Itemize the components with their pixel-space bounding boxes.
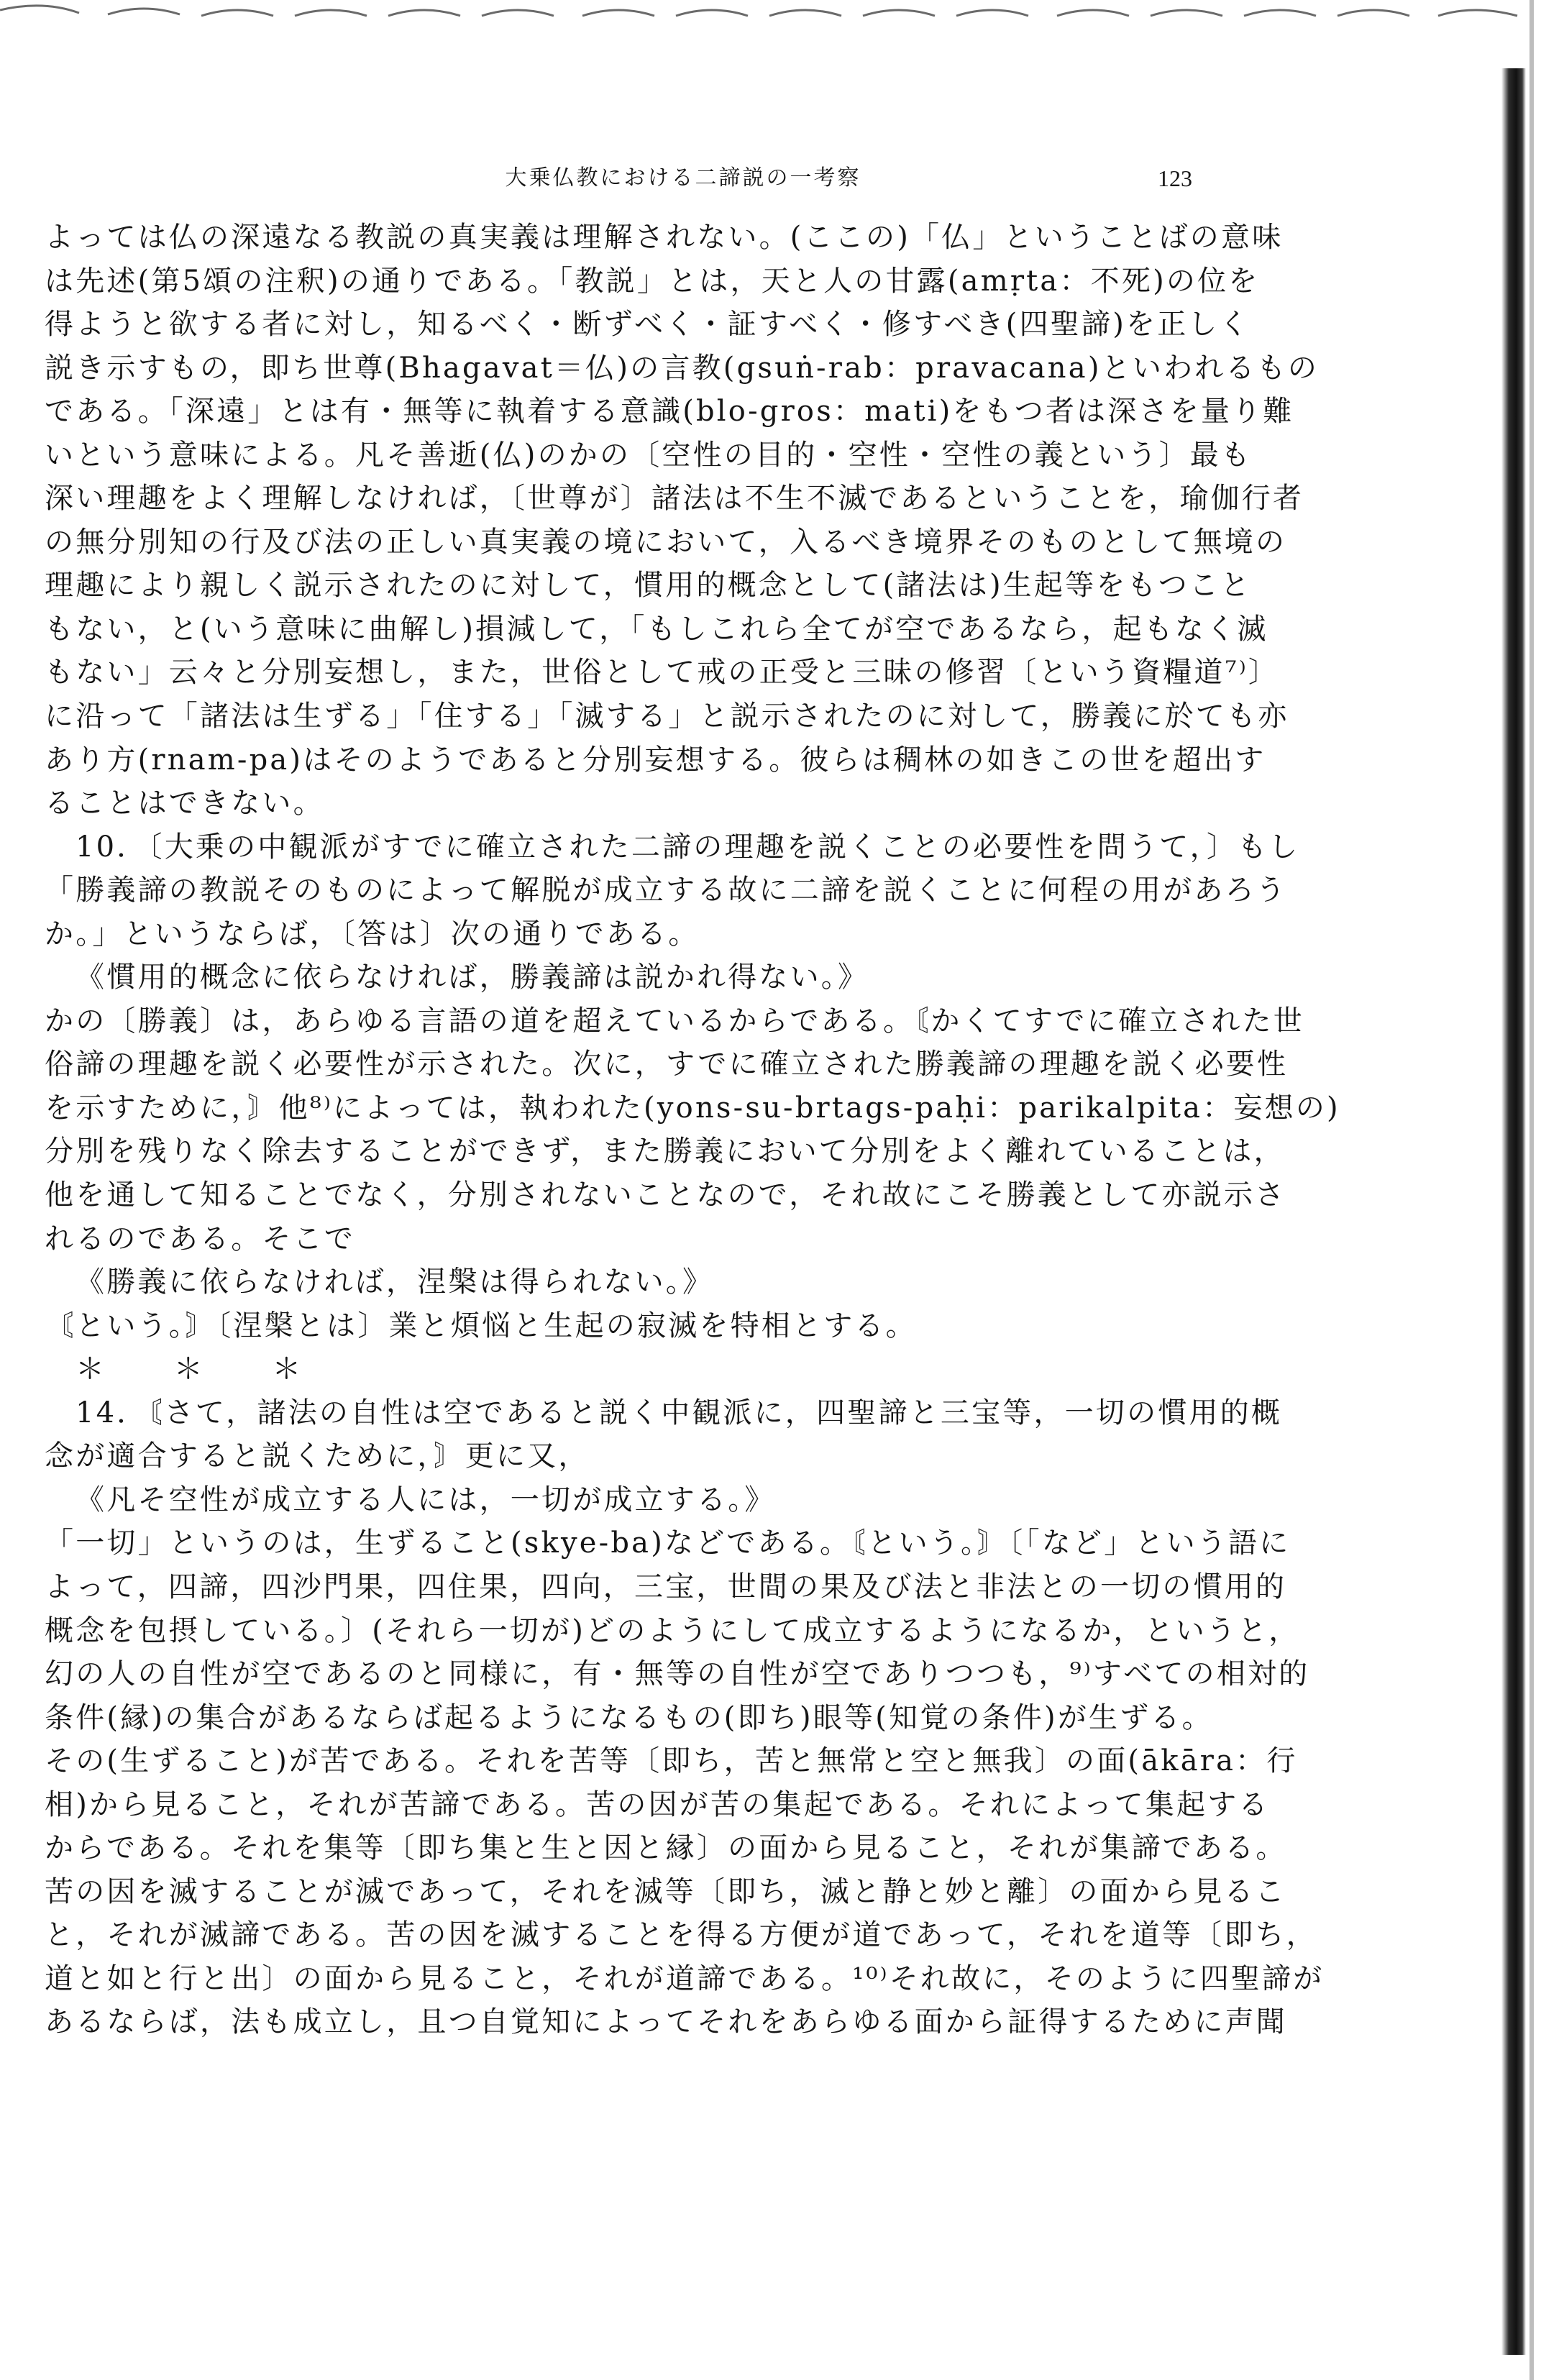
text-line: 道と如と行と出〕の面から見ること，それが道諦である。¹⁰⁾それ故に，そのように四聖諦が [45, 1962, 1325, 1995]
text-line: あるならば，法も成立し，且つ自覚知によってそれをあらゆる面から証得するために声聞 [45, 2005, 1287, 2039]
text-line: を示すために，〙他⁸⁾によっては，執われた(yons-su-brtags-paḥi：parikalpita：妄想の) [45, 1091, 1340, 1125]
text-line: 幻の人の自性が空であるのと同様に，有・無等の自性が空でありつつも，⁹⁾すべての相対的 [45, 1657, 1310, 1691]
text-line: に沿って「諸法は生ずる」「住する」「滅する」と説示されたのに対して，勝義に於ても亦 [45, 700, 1289, 733]
text-line: よって，四諦，四沙門果，四住果，四向，三宝，世間の果及び法と非法との一切の慣用的 [45, 1570, 1287, 1603]
text-line: かの〔勝義〕は，あらゆる言語の道を超えているからである。〘かくてすでに確立された世 [45, 1004, 1304, 1038]
text-line: 相)から見ること，それが苦諦である。苦の因が苦の集起である。それによって集起する [45, 1788, 1270, 1821]
text-line: 「一切」というのは，生ずること(skye-ba)などである。〘という。〙〔「など」という語に [45, 1527, 1291, 1560]
section-separator: ＊ ＊ ＊ [76, 1353, 331, 1386]
verse-line: 《勝義に依らなければ，涅槃は得られない。》 [76, 1265, 714, 1299]
text-line: 「勝義諦の教説そのものによって解脱が成立する故に二諦を説くことに何程の用があろう [45, 874, 1287, 907]
running-title: 大乗仏教における二諦説の一考察 [505, 165, 861, 191]
text-line: 概念を包摂している。〕(それら一切が)どのようにして成立するようになるか，というと， [45, 1614, 1300, 1647]
page-number: 123 [1158, 165, 1192, 191]
text-line: 苦の因を滅することが滅であって，それを滅等〔即ち，滅と静と妙と離〕の面から見るこ [45, 1875, 1286, 1908]
text-line: である。「深遠」とは有・無等に執着する意識(blo-gros：mati)をもつ者は深さを量り難 [45, 395, 1294, 429]
text-line: 条件(縁)の集合があるならば起るようになるもの(即ち)眼等(知覚の条件)が生ずる。 [45, 1701, 1213, 1734]
text-line: からである。それを集等〔即ち集と生と因と縁〕の面から見ること，それが集諦である。 [45, 1831, 1287, 1865]
text-line: あり方(rnam-pa)はそのようであると分別妄想する。彼らは稠林の如きこの世を超出す [45, 743, 1266, 777]
scan-binding-shadow [1501, 68, 1526, 2355]
text-line: 理趣により親しく説示されたのに対して，慣用的概念として(諸法は)生起等をもつこと [45, 569, 1252, 603]
text-line: 念が適合すると説くために，〙更に又， [45, 1440, 590, 1473]
running-head [0, 160, 1541, 196]
body-text [45, 216, 1340, 2044]
text-line: と，それが滅諦である。苦の因を滅することを得る方便が道であって，それを道等〔即ち， [45, 1918, 1317, 1952]
text-line: もない」云々と分別妄想し，また，世俗として戒の正受と三昧の修習〔という資糧道⁷⁾〕 [45, 656, 1280, 690]
text-line: か。」というならば，〔答は〕次の通りである。 [45, 917, 700, 951]
text-line: 俗諦の理趣を説く必要性が示された。次に，すでに確立された勝義諦の理趣を説く必要性 [45, 1048, 1289, 1081]
scan-page-edge [1529, 0, 1534, 2380]
text-line: の無分別知の行及び法の正しい真実義の境において，入るべき境界そのものとして無境の [45, 525, 1287, 559]
text-line: いという意味による。凡そ善逝(仏)のかの〔空性の目的・空性・空性の義という〕最も [45, 438, 1253, 472]
text-line: 得ようと欲する者に対し，知るべく・断ずべく・証すべく・修すべき(四聖諦)を正しく [45, 308, 1250, 342]
text-line: は先述(第5頌の注釈)の通りである。「教説」とは，天と人の甘露(amṛta：不死)の位を [45, 264, 1260, 298]
text-line: 分別を残りなく除去することができず，また勝義において分別をよく離れていることは， [45, 1135, 1285, 1168]
text-line: よっては仏の深遠なる教説の真実義は理解されない。(ここの)「仏」ということばの意味 [45, 221, 1284, 254]
verse-line: 《慣用的概念に依らなければ，勝義諦は説かれ得ない。》 [76, 961, 869, 994]
text-line: れるのである。そこで [45, 1222, 355, 1255]
text-line: 〘という。〙〔涅槃とは〕業と煩悩と生起の寂滅を特相とする。 [45, 1309, 917, 1342]
text-line: ることはできない。 [45, 787, 324, 820]
text-line: 説き示すもの，即ち世尊(Bhagavat＝仏)の言教(gsuṅ-rab：pravacana)といわれるもの [45, 351, 1320, 385]
text-line: その(生ずること)が苦である。それを苦等〔即ち，苦と無常と空と無我〕の面(ākāra：行 [45, 1744, 1298, 1778]
verse-line: 《凡そ空性が成立する人には，一切が成立する。》 [76, 1483, 776, 1516]
text-line: 深い理趣をよく理解しなければ，〔世尊が〕諸法は不生不滅であるということを，瑜伽行者 [45, 482, 1304, 516]
section-10-heading-line: 10．〔大乗の中観派がすでに確立された二諦の理趣を説くことの必要性を問うて，〕もし [76, 830, 1300, 864]
text-line: 他を通して知ることでなく，分別されないことなので，それ故にこそ勝義として亦説示さ [45, 1178, 1286, 1212]
section-14-heading-line: 14．〘さて，諸法の自性は空であると説く中観派に，四聖諦と三宝等，一切の慣用的概 [76, 1396, 1283, 1429]
text-line: もない，と(いう意味に曲解し)損減して，「もしこれら全てが空であるなら，起もなく滅 [45, 612, 1268, 646]
scan-top-edge [0, 0, 1541, 50]
